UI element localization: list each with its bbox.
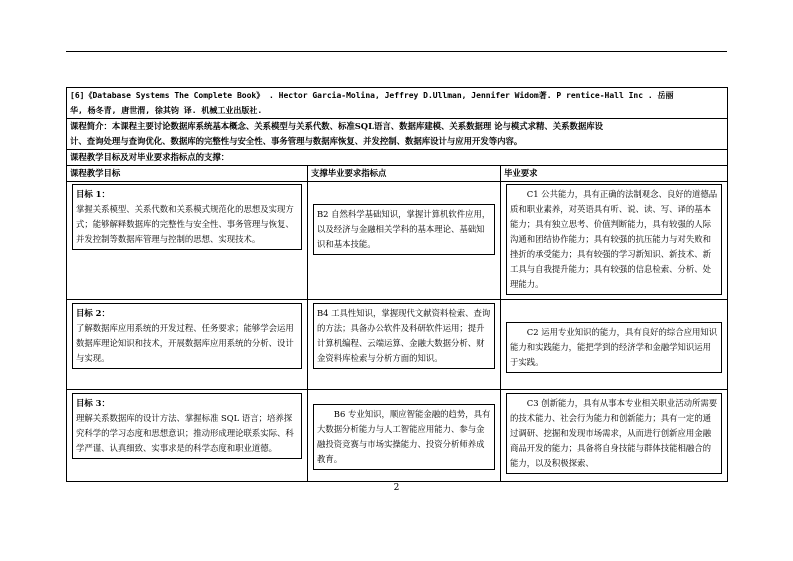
goal-text: 了解数据库应用系统的开发过程、任务要求；能够学会运用数据库理论知识和技术，开展数据库应用系统的分析、设计与实现。 <box>76 323 294 363</box>
indicator-text: B2 自然科学基础知识，掌握计算机软件应用，以及经济与金融相关学科的基本理论、基础知识和基本技能。 <box>313 204 495 255</box>
indicator-text: B6 专业知识，顺应智能金融的趋势，具有大数据分析能力与人工智能应用能力、参与金融投资竞赛与市场实操能力、投资分析师养成教育。 <box>313 404 495 470</box>
support-heading: 课程教学目标及对毕业要求指标点的支撑： <box>67 150 728 166</box>
header-goal: 课程教学目标 <box>67 166 308 182</box>
header-rule <box>66 51 727 52</box>
goal-title: 目标 3： <box>76 398 110 408</box>
table-row <box>67 300 728 390</box>
goal-title: 目标 2： <box>76 308 110 318</box>
requirement-text: C1 公共能力，具有正确的法制观念、良好的道德品质和职业素养，对英语具有听、说、读、写、译的基本能力；具有独立思考、价值判断能力，具有较强的人际沟通和团结协作能力；具有较强的抗压能力与对失败和挫折的承受能力；具有较强的学习新知识、新技术、新工具与自我提升能力；具有较强的信息检索、分析、处理能力。 <box>506 184 722 295</box>
page-number: 2 <box>393 483 400 493</box>
support-heading-row <box>67 150 728 166</box>
indicator-text: B4 工具性知识，掌握现代文献资料检索、查询的方法；具备办公软件及科研软件运用；提升计算机编程、云端运算、金融大数据分析、财金资料库检索与分析方面的知识。 <box>313 303 495 369</box>
requirement-text: C3 创新能力，具有从事本专业相关职业活动所需要的技术能力、社会行为能力和创新能力；具有一定的通过调研、挖掘和发现市场需求，从而进行创新应用金融商品开发的能力；具备将自身技能与群体技能相融合的能力，以及积极探索、 <box>506 393 722 474</box>
goal-text: 理解关系数据库的设计方法、掌握标准 SQL 语言；培养探究科学的学习态度和思想意识；推动形成理论联系实际、科学严谨、认真细致、实事求是的科学态度和职业道德。 <box>76 413 294 453</box>
requirement-text: C2 运用专业知识的能力，具有良好的综合应用知识能力和实践能力，能把学到的经济学和金融学知识运用于实践。 <box>506 322 722 373</box>
reference-row <box>67 88 728 119</box>
intro-line-2: 计、查询处理与查询优化、数据库的完整性与安全性、事务管理与数据库恢复、并发控制、数据库设计与应用开发等内容。 <box>70 136 523 146</box>
table-header <box>67 166 728 182</box>
goal-title: 目标 1： <box>76 189 110 199</box>
course-table <box>66 87 728 482</box>
table-row <box>67 182 728 300</box>
header-indicator: 支撑毕业要求指标点 <box>308 166 501 182</box>
table-row <box>67 390 728 482</box>
header-requirement: 毕业要求 <box>501 166 728 182</box>
reference-line-1: [6]《Database Systems The Complete Book》 . Hector Garcia-Molina, Jeffrey D.Ullman, Jennifer Widom著. P rentice-Hall Inc . 岳丽 <box>70 91 674 100</box>
reference-line-2: 华, 杨冬青, 唐世渭, 徐其钧 译. 机械工业出版社. <box>70 106 263 115</box>
goal-text: 掌握关系模型、关系代数和关系模式规范化的思想及实现方式；能够解释数据库的完整性与安全性、事务管理与恢复、并发控制等数据库管理与控制的思想、实现技术。 <box>76 204 294 244</box>
intro-row <box>67 119 728 150</box>
intro-line-1: 课程简介：本课程主要讨论数据库系统基本概念、关系模型与关系代数、标准SQL语言、数据库建模、关系数据理 论与模式求精、关系数据库设 <box>70 121 604 131</box>
